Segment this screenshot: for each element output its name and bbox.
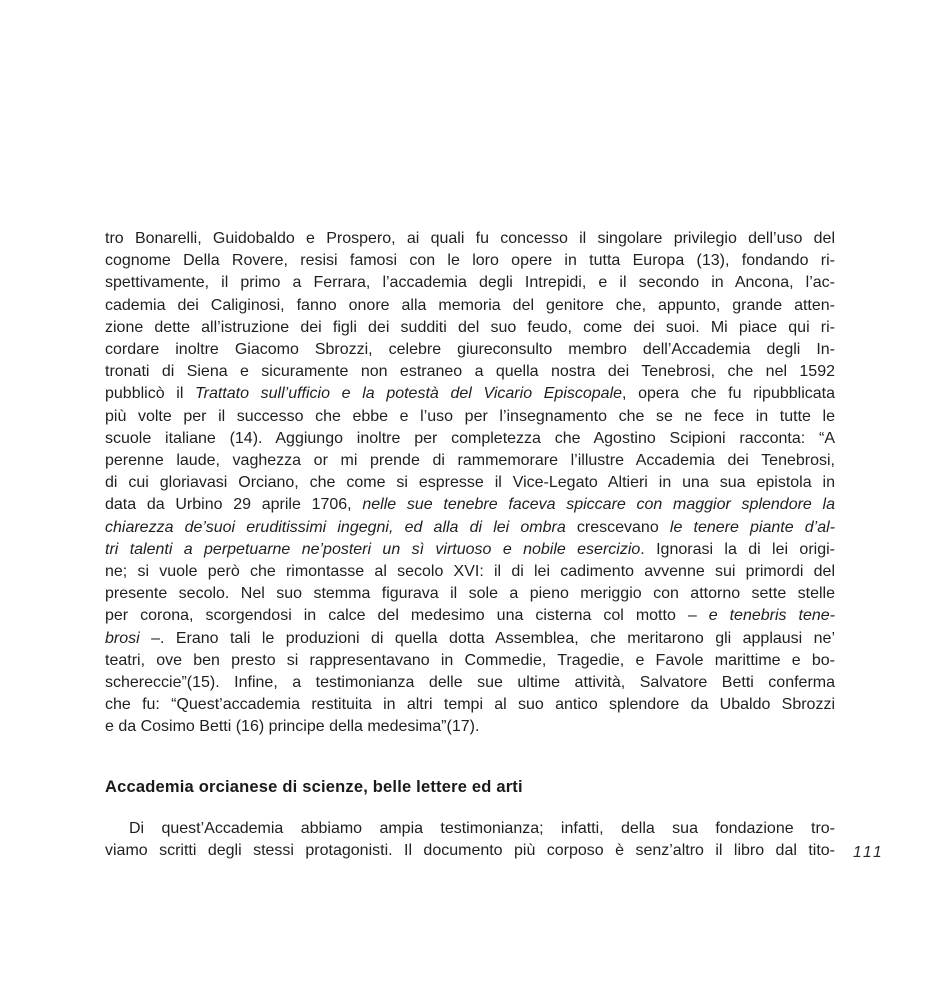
text-line [105,406,835,428]
paragraph-main [105,228,835,739]
text-line [105,561,835,583]
italic-text-run: brosi [105,629,140,647]
text-run: . Ignorasi la di lei origi- [640,540,835,558]
text-run: cordare inoltre Giacomo Sbrozzi, celebre giureconsulto membro dell’Accademia degli In- [105,341,835,359]
text-run: crescevano [576,518,670,536]
text-run: cognome Della Rovere, resisi famosi con le loro opere in tutta Europa (13), fondando ri- [105,252,835,270]
text-run: zione dette all’istruzione dei figli dei sudditi del suo feudo, come dei suoi. Mi piace qui ri- [105,318,835,336]
text-run: Di quest’Accademia abbiamo ampia testimonianza; infatti, della sua fondazione tro- [129,819,835,837]
text-line [105,250,835,272]
text-run: schereccie”(15). Infine, a testimonianza delle sue ultime attività, Salvatore Betti conferma [105,674,835,692]
text-run: viamo scritti degli stessi protagonisti. Il documento più corposo è senz’altro il libro dal tito- [105,841,835,859]
text-line [105,339,835,361]
text-line [105,494,835,516]
text-run: tro Bonarelli, Guidobaldo e Prospero, ai quali fu concesso il singolare privilegio dell’uso del [105,230,835,247]
text-line [105,317,835,339]
text-line [105,840,835,862]
text-run: scuole italiane (14). Aggiungo inoltre per completezza che Agostino Scipioni racconta: “A [105,429,835,447]
text-run: cademia dei Caliginosi, fanno onore alla memoria del genitore che, appunto, grande atten- [105,296,835,314]
italic-text-run: le tenere piante d’al- [669,518,836,536]
text-line [105,605,835,627]
text-line [105,672,835,694]
text-run: tronati di Siena e sicuramente non estraneo a quella nostra dei Tenebrosi, che nel 1592 [105,363,835,381]
section-heading: Accademia orcianese di scienze, belle lettere ed arti [105,777,523,796]
italic-text-run: nelle sue tenebre faceva spiccare con maggior splendore la [362,496,835,514]
text-run: perenne laude, vaghezza or mi prende di rammemorare l’illustre Accademia dei Tenebrosi, [105,452,835,470]
italic-text-run: Trattato sull’ufficio e la potestà del Vicario Episcopale [195,385,623,403]
text-run: , opera che fu ripubblicata [622,385,835,403]
text-line [105,628,835,650]
text-run: –. Erano tali le produzioni di quella dotta Assemblea, che meritarono gli applausi ne’ [139,629,835,647]
text-line [105,361,835,383]
text-line [105,272,835,294]
paragraph-secondary [105,818,835,862]
text-run: di cui gloriavasi Orciano, che come si espresse il Vice-Legato Altieri in una sua epistola in [105,474,835,492]
page-number: 111 [853,844,885,861]
text-run: teatri, ove ben presto si rappresentavano in Commedie, Tragedie, e Favole marittime e bo- [105,651,835,669]
text-run: pubblicò il [105,385,196,403]
text-run: data da Urbino 29 aprile 1706, [105,496,363,514]
text-line [105,539,835,561]
text-line [105,716,835,738]
text-line [105,428,835,450]
text-run: e da Cosimo Betti (16) principe della medesima”(17). [105,718,480,736]
text-line [105,517,835,539]
text-run: presente secolo. Nel suo stemma figurava il sole a pieno meriggio con attorno sette stelle [105,585,835,603]
text-line [105,472,835,494]
text-line [105,583,835,605]
text-line [105,228,835,250]
text-line [105,818,835,840]
text-run: più volte per il successo che ebbe e l’uso per l’insegnamento che se ne fece in tutte le [105,407,835,425]
italic-text-run: e tenebris tene- [708,607,835,625]
text-line [105,450,835,472]
italic-text-run: tri talenti a perpetuarne ne’posteri un sì virtuoso e nobile esercizio [105,540,641,558]
text-block [105,228,835,862]
text-run: che fu: “Quest’accademia restituita in altri tempi al suo antico splendore da Ubaldo Sbrozzi [105,696,835,714]
text-line [105,383,835,405]
text-line [105,650,835,672]
italic-text-run: chiarezza de’suoi eruditissimi ingegni, ed alla di lei ombra [105,518,577,536]
text-line [105,694,835,716]
text-run: ne; si vuole però che rimontasse al secolo XVI: il di lei cadimento avvenne sui primordi del [105,563,835,581]
text-run: per corona, scorgendosi in calce del medesimo una cisterna col motto – [105,607,709,625]
text-line [105,295,835,317]
text-run: spettivamente, il primo a Ferrara, l’accademia degli Intrepidi, e il secondo in Ancona, l’ac- [105,274,835,292]
